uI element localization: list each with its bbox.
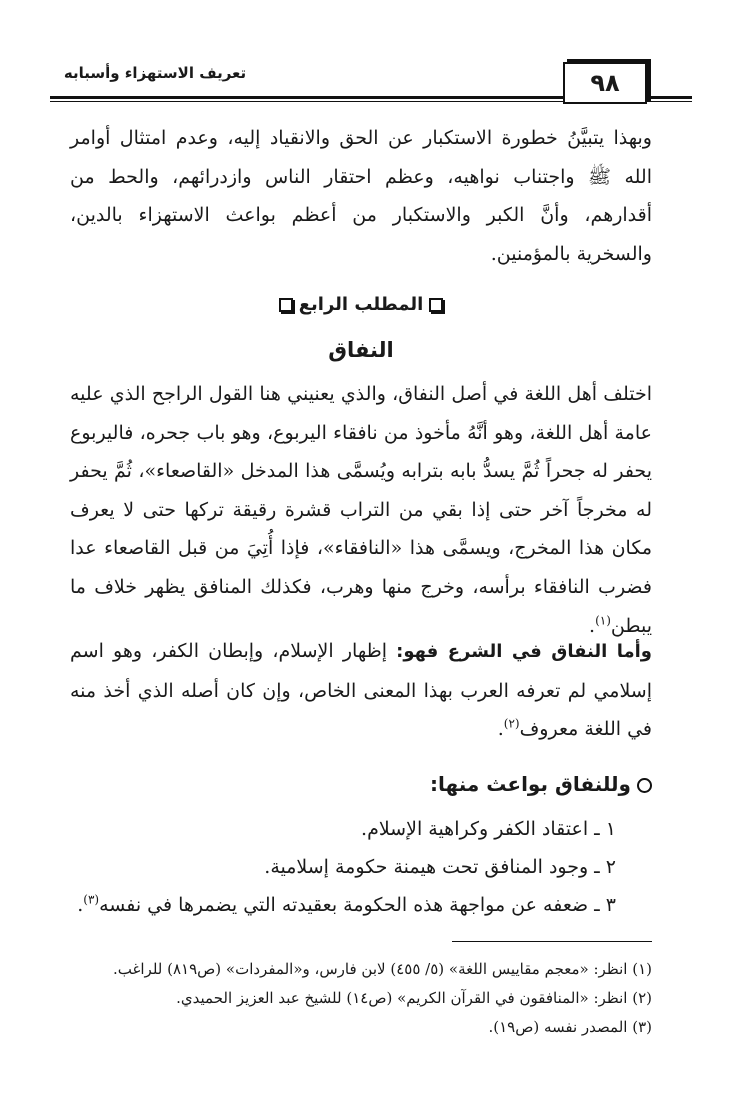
list-item-text: ٢ ـ وجود المنافق تحت هيمنة حكومة إسلامية. bbox=[264, 856, 616, 878]
causes-heading bbox=[70, 772, 652, 796]
page-number: ٩٨ bbox=[563, 62, 647, 104]
footnote: (١) انظر: «معجم مقاييس اللغة» (٥/ ٤٥٥) لابن فارس، و«المفردات» (ص٨١٩) للراغب. bbox=[113, 960, 652, 978]
section-heading-text: المطلب الرابع bbox=[298, 294, 424, 315]
footnotes bbox=[70, 955, 652, 1042]
legal-definition-lead: وأما النفاق في الشرع فهو: bbox=[396, 641, 652, 662]
causes-heading-text: وللنفاق بواعث منها: bbox=[430, 772, 631, 796]
sentence-end: . bbox=[589, 614, 596, 637]
legal-definition-text: إظهار الإسلام، وإبطان الكفر، وهو اسم إسلامي لم تعرفه العرب بهذا المعنى الخاص، وإن كان أصله الذي أخذ منه في اللغة معروف bbox=[70, 640, 652, 741]
legal-definition-paragraph bbox=[70, 632, 652, 749]
square-bullet-icon bbox=[429, 298, 443, 312]
subsection-title: النفاق bbox=[328, 338, 394, 362]
list-item bbox=[70, 848, 652, 886]
footnote-separator bbox=[452, 941, 652, 942]
footnote: (٣) المصدر نفسه (ص١٩). bbox=[488, 1018, 652, 1036]
list-item bbox=[70, 810, 652, 848]
footnote-ref: (٢) bbox=[503, 716, 520, 731]
section-heading bbox=[70, 294, 652, 315]
sentence-end: . bbox=[497, 718, 504, 741]
intro-paragraph: وبهذا يتبيَّنُ خطورة الاستكبار عن الحق والانقياد إليه، وعدم امتثال أوامر الله ﷺ واجتناب نواهيه، وعظم احتقار الناس وازدرائهم، والحط من أقدارهم، وأنَّ الكبر والاستكبار من أعظم بواعث الاستهزاء بالدين، والسخرية بالمؤمنين. bbox=[70, 127, 652, 265]
running-title: تعريف الاستهزاء وأسبابه bbox=[63, 64, 247, 82]
footnote: (٢) انظر: «المنافقون في القرآن الكريم» (ص١٤) للشيخ عبد العزيز الحميدي. bbox=[176, 989, 652, 1007]
footnote-ref: (١) bbox=[595, 613, 611, 628]
circle-bullet-icon bbox=[637, 778, 652, 793]
linguistic-definition-text: اختلف أهل اللغة في أصل النفاق، والذي يعنيني هنا القول الراجح الذي عليه عامة أهل اللغة، وهو أنَّهُ مأخوذ من نافقاء اليربوع، وهو باب جحره، فاليربوع يحفر له جحراً ثُمَّ يسدُّ بابه بترابه ويُسمَّى هذا المدخل «القاصعاء»، ثُمَّ يحفر له مخرجاً آخر حتى إذا بقي من التراب قشرة رقيقة تركها حتى لا يعرف مكان هذا المخرج، ويسمَّى هذا «النافقاء»، فإذا أُتِيَ من قبل القاصعاء عدا فضرب النافقاء برأسه، وخرج منها وهرب، فكذلك المنافق يظهر خلاف ما يبطن bbox=[70, 383, 652, 637]
list-item-text: ١ ـ اعتقاد الكفر وكراهية الإسلام. bbox=[361, 818, 616, 840]
linguistic-definition-paragraph bbox=[70, 375, 652, 645]
causes-list bbox=[70, 810, 652, 924]
list-item-text: ٣ ـ ضعفه عن مواجهة هذه الحكومة بعقيدته التي يضمرها في نفسه bbox=[99, 894, 616, 916]
footnote-ref: (٣) bbox=[83, 892, 100, 907]
square-bullet-icon bbox=[279, 298, 293, 312]
list-item: ٣ ـ ضعفه عن مواجهة هذه الحكومة بعقيدته التي يضمرها في نفسه$^{(٣)}$. bbox=[77, 892, 616, 916]
